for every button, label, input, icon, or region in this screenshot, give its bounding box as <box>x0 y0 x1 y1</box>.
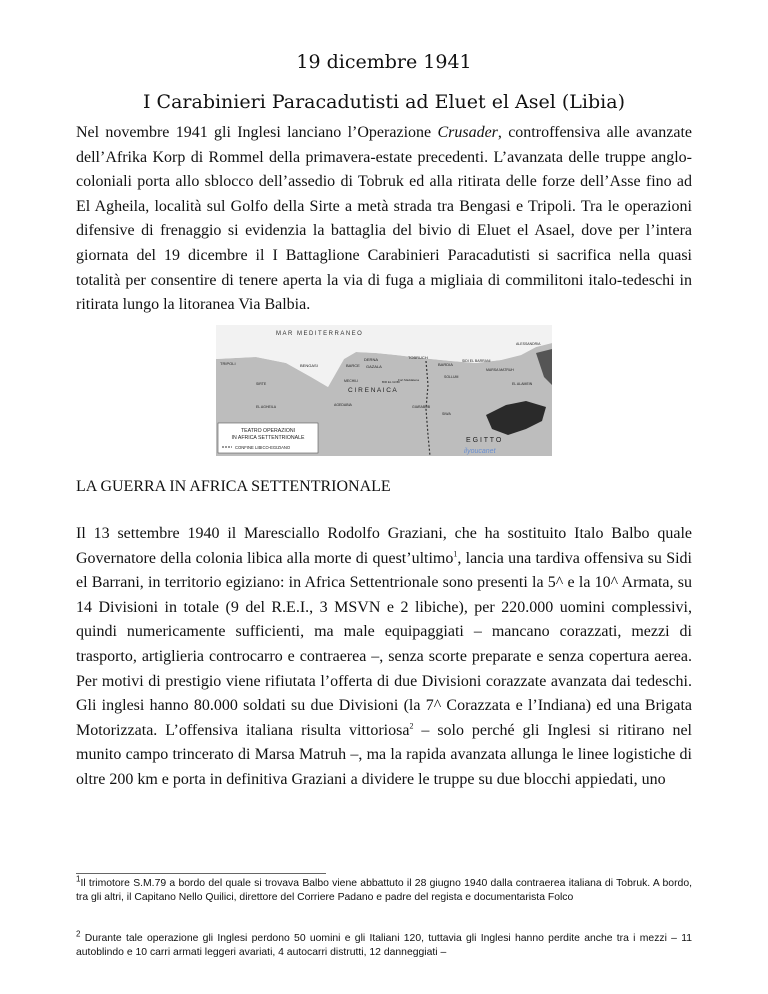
footnote-separator <box>76 873 326 874</box>
map-place-el-alamein: EL ALAMEIN <box>512 382 533 386</box>
map-place-barce: BARCE <box>346 363 360 368</box>
map-place-sirte: SIRTE <box>256 382 267 386</box>
map-place-mechili: MECHILI <box>344 379 359 383</box>
body-text-2: , lancia una tardiva offensiva su Sidi el Barrani, in territorio egiziano: in Africa Settentrionale sono presenti la 5^ e la 10^ Armata, su 14 Divisioni in totale (9 del R.E.I., 3 MSVN e 2 libiche), per 220.000 uomini complessivi, quindi numericamente sufficienti, ma male equipaggiati – mancano corazzati, mezzi di trasporto, artiglieria controcarro e contraerea –, senza scorte preparate e senza copertura aerea. Per motivi di prestigio viene rifiutata l’offerta di due Divisioni corazzate avanzata dai tedeschi. Gli inglesi hanno 80.000 soldati su due Divisioni (la 7^ Corazzata e l’Indiana) ed una Brigata Motorizzata. L’offensiva italiana risulta vittoriosa <box>76 549 692 739</box>
body-text-3: – solo perché gli Inglesi si ritirano nel munito campo trincerato di Marsa Matruh –, ma la rapida avanzata allunga le linee logistiche di oltre 200 km e porta in definitiva Graziani a dividere le truppe su due blocchi appiedati, uno <box>76 721 692 788</box>
map-place-siwa: SIWA <box>442 412 451 416</box>
map-legend-line: CONFINE LIBICO-EGIZIANO <box>235 445 291 450</box>
map-place-bardia: BARDIA <box>438 362 453 367</box>
page-title: 19 dicembre 1941 <box>296 51 472 73</box>
north-africa-map <box>216 325 552 456</box>
map-place-tripoli: TRIPOLI <box>220 361 236 366</box>
operation-name: Crusader <box>437 124 498 141</box>
map-place-sollum: SOLLUM <box>444 375 459 379</box>
body-text-1: Il 13 settembre 1940 il Maresciallo Rodolfo Graziani, che ha sostituito Italo Balbo quale Governatore della colonia libica alla morte di quest’ultimo <box>76 525 692 567</box>
map-watermark: ilyoucanet <box>464 448 496 455</box>
map-place-tobruch: TOBRUCH <box>408 355 428 360</box>
footnote-1-number: 1 <box>76 874 81 884</box>
map-legend-title-1: TEATRO OPERAZIONI <box>240 428 296 434</box>
footnote-ref-2[interactable]: 2 <box>409 721 414 731</box>
map-place-agedabia: AGEDABIA <box>334 403 352 407</box>
footnote-2 <box>76 929 692 959</box>
map-place-alessandria: ALESSANDRIA <box>516 342 541 346</box>
map-place-marsa-matruh: MARSA MATRUH <box>486 368 514 372</box>
intro-paragraph <box>76 121 692 318</box>
map-legend-title-2: IN AFRICA SETTENTRIONALE <box>231 435 305 441</box>
page-subtitle: I Carabinieri Paracadutisti ad Eluet el Asel (Libia) <box>143 91 625 113</box>
section-heading: LA GUERRA IN AFRICA SETTENTRIONALE <box>76 478 391 495</box>
intro-text-before: Nel novembre 1941 gli Inglesi lanciano l’Operazione <box>76 124 438 141</box>
map-place-bir-el-gobi: BIR EL GOBI <box>382 380 400 384</box>
map-place-el-agheila: EL AGHEILA <box>256 405 277 409</box>
map-place-gazala: GAZALA <box>366 364 382 369</box>
map-country-label: E G I T T O <box>466 437 502 444</box>
map-region-label: C I R E N A I C A <box>348 387 397 394</box>
map-place-derna: DERNA <box>364 357 379 362</box>
map-sea-label: MAR MEDITERRANEO <box>276 331 364 337</box>
map-place-sidi-barrani: SIDI EL BARRANI <box>462 359 491 363</box>
footnote-2-number: 2 <box>76 929 81 939</box>
intro-text-after: , controffensiva alle avanzate dell’Afrika Korp di Rommel della primavera-estate precedenti. L’avanzata delle truppe anglo-coloniali porta allo sblocco dell’assedio di Tobruk ed alla ritirata delle forze dell’Asse fino ad El Agheila, località sul Golfo della Sirte a metà strada tra Bengasi e Tripoli. Tra le operazioni difensive di frenaggio si evidenzia la battaglia del bivio di Eluet el Asael, dove per l’intera giornata del 19 dicembre il I Battaglione Carabinieri Paracadutisti si sacrifica nella quasi totalità per consentire di tenere aperta la via di fuga a migliaia di commilitoni italo-tedeschi in ritirata lungo la litoranea Via Balbia. <box>76 124 693 314</box>
map-place-bengasi: BENGASI <box>300 363 318 368</box>
map-place-fort-maddalena: Fort Maddalena <box>398 378 420 382</box>
footnote-1 <box>76 874 692 904</box>
footnote-ref-1[interactable]: 1 <box>453 549 458 559</box>
body-paragraph <box>76 522 692 793</box>
map-place-giarabub: GIARABUB <box>412 405 431 409</box>
footnote-2-text: Durante tale operazione gli Inglesi perdono 50 uomini e gli Italiani 120, tuttavia gli Inglesi hanno perdite anche tra i mezzi – 11 autoblindo e 10 carri armati leggeri avariati, 4 autocarri distrutti, 12 danneggiati – <box>76 933 692 958</box>
footnote-1-text: Il trimotore S.M.79 a bordo del quale si trovava Balbo viene abbattuto il 28 giugno 1940 dalla contraerea italiana di Tobruk. A bordo, tra gli altri, il Capitano Nello Quilici, direttore del Corriere Padano e padre del regista e documentarista Folco <box>76 878 692 903</box>
